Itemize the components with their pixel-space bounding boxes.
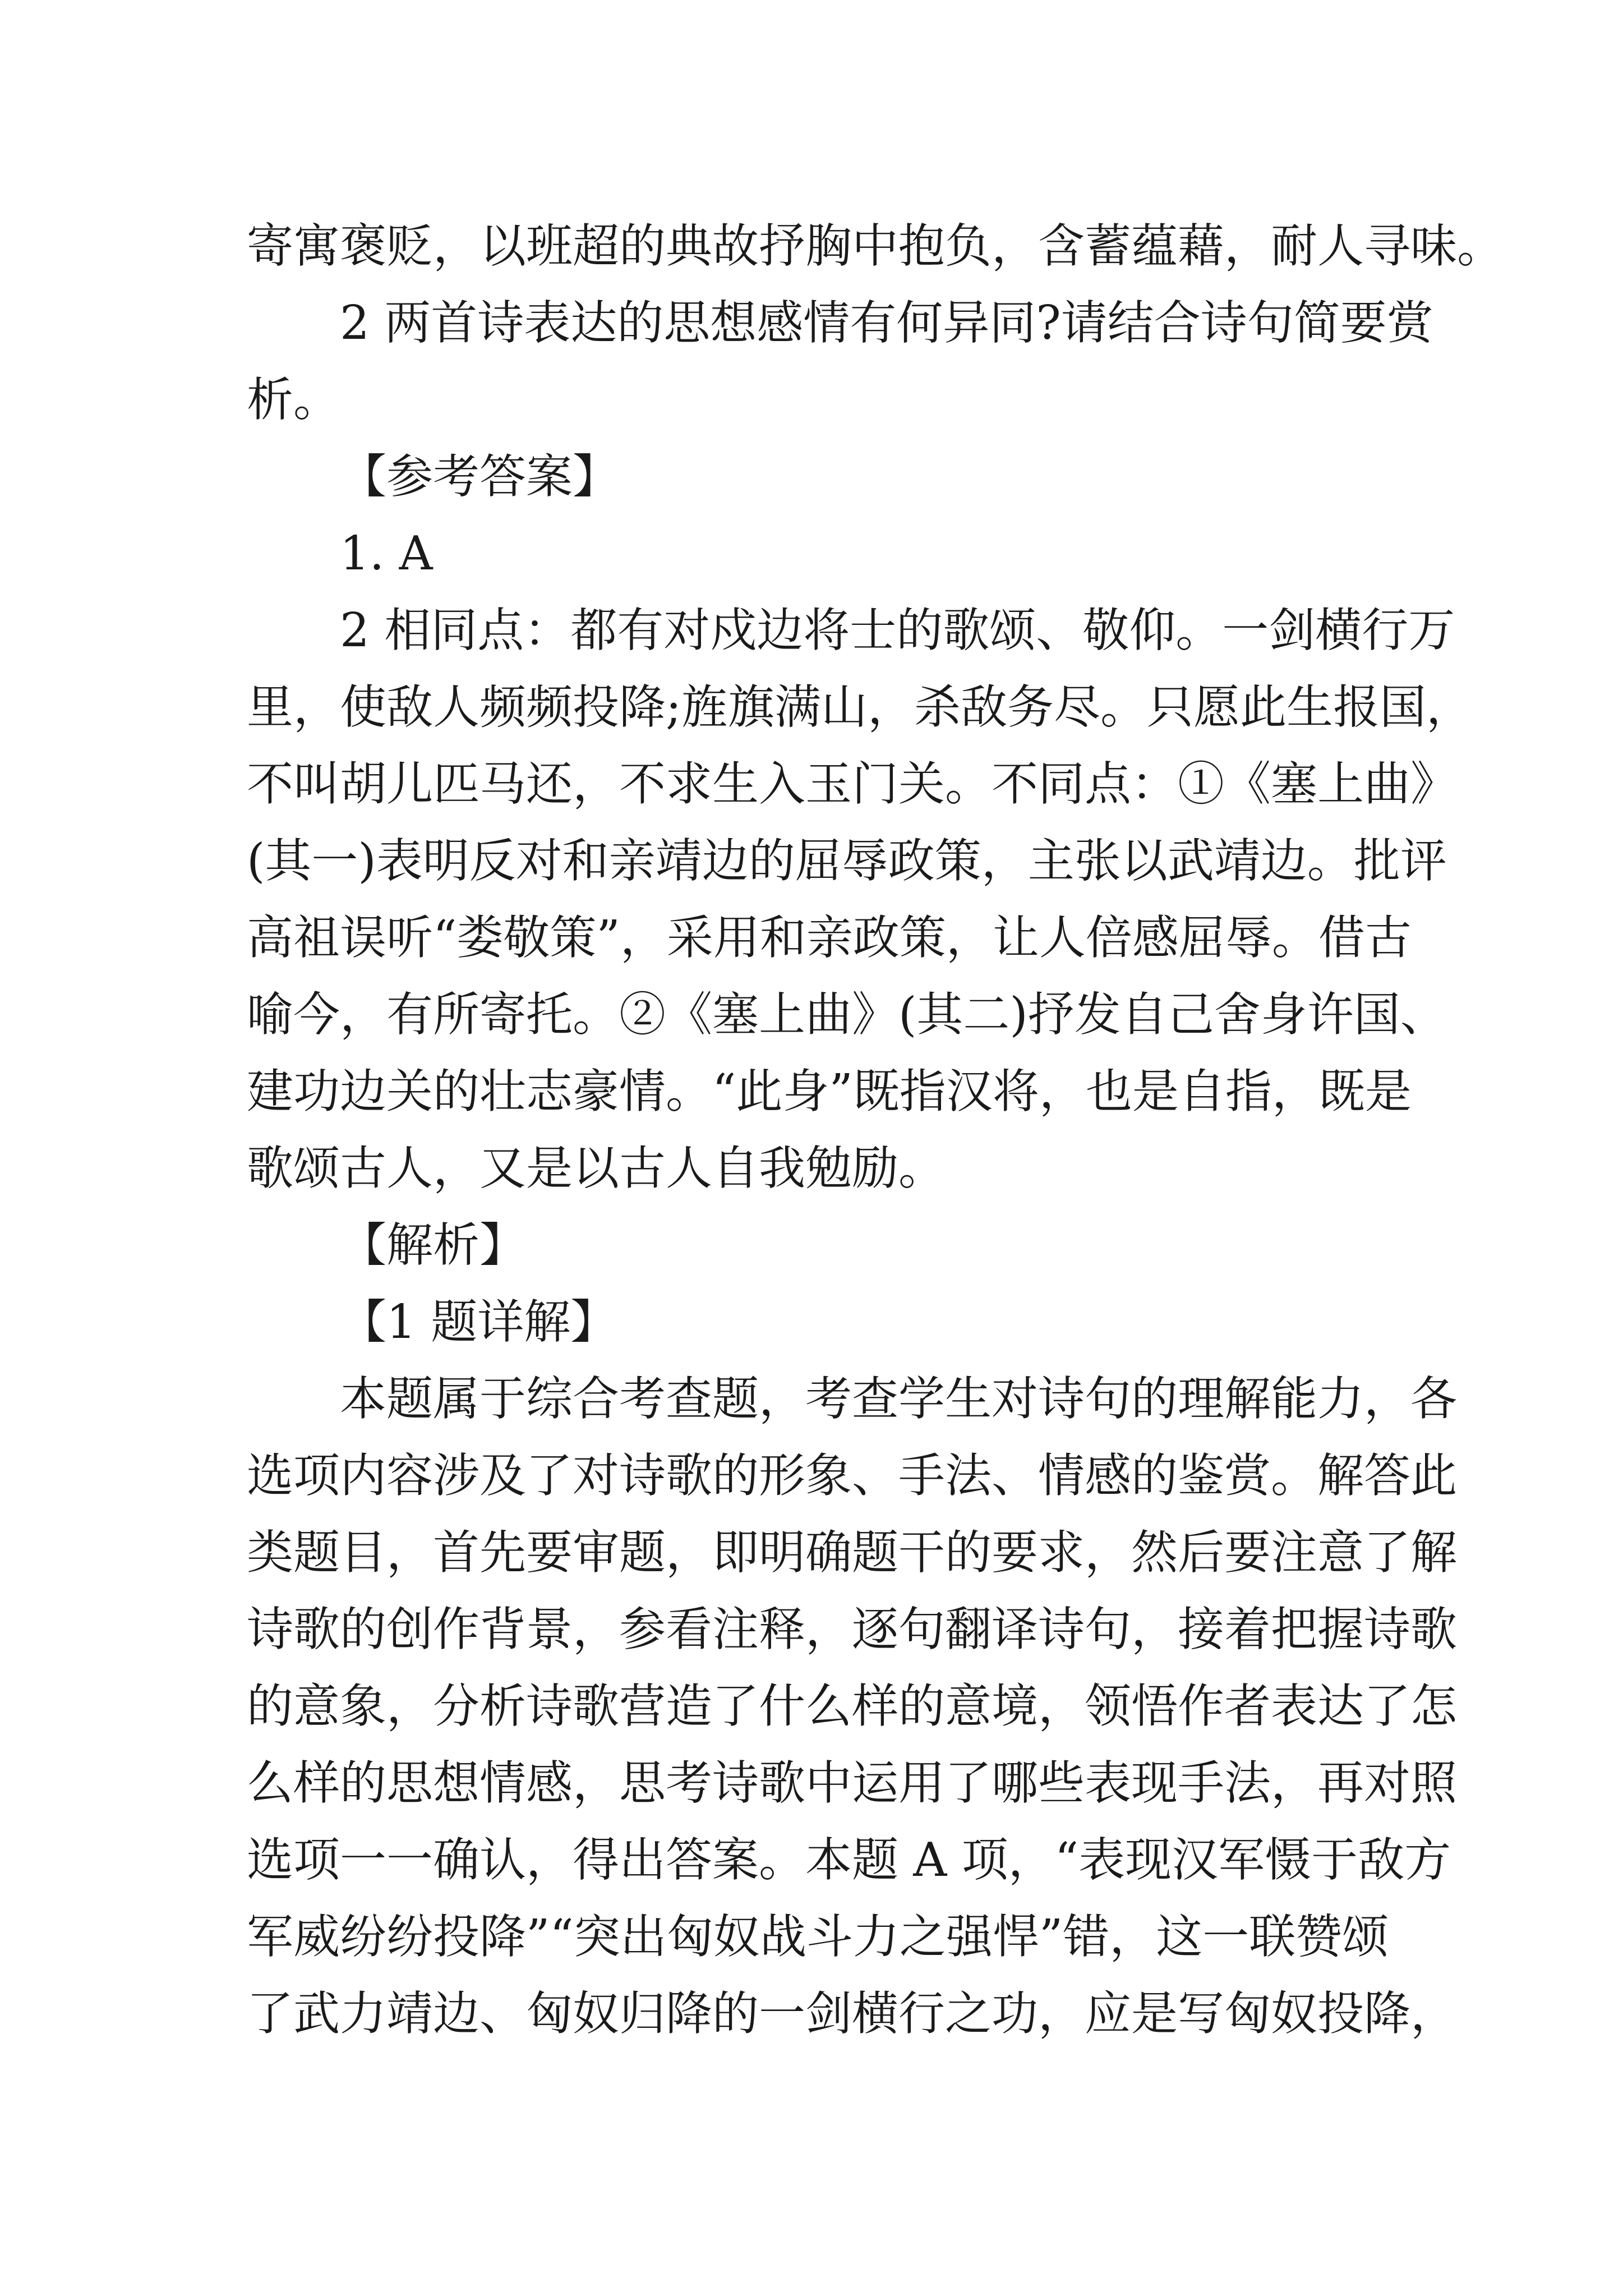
text-line: 【参考答案】 bbox=[340, 449, 619, 504]
text-line: 的意象，分析诗歌营造了什么样的意境，领悟作者表达了怎 bbox=[247, 1679, 1457, 1733]
text-line: 1. A bbox=[340, 526, 433, 581]
text-line: 本题属于综合考查题，考查学生对诗句的理解能力，各 bbox=[340, 1372, 1457, 1426]
text-line: 歌颂古人，又是以古人自我勉励。 bbox=[247, 1141, 945, 1195]
text-line: 建功边关的壮志豪情。“此身”既指汉将，也是自指，既是 bbox=[247, 1064, 1412, 1119]
text-line: 诗歌的创作背景，参看注释，逐句翻译诗句，接着把握诗歌 bbox=[247, 1602, 1457, 1657]
text-line: 了武力靖边、匈奴归降的一剑横行之功，应是写匈奴投降， bbox=[247, 1986, 1457, 2041]
text-line: 么样的思想情感，思考诗歌中运用了哪些表现手法，再对照 bbox=[247, 1756, 1457, 1810]
text-line: 选项一一确认，得出答案。本题 A 项，“表现汉军慑于敌方 bbox=[247, 1833, 1451, 1887]
text-line: 2 两首诗表达的思想感情有何异同?请结合诗句简要赏 bbox=[340, 296, 1433, 350]
text-line: 不叫胡儿匹马还，不求生入玉门关。不同点：①《塞上曲》 bbox=[247, 757, 1457, 811]
text-line: 高祖误听“娄敬策”，采用和亲政策，让人倍感屈辱。借古 bbox=[247, 910, 1412, 965]
text-line: 寄寓褒贬，以班超的典故抒胸中抱负，含蓄蕴藉，耐人寻味。 bbox=[247, 219, 1504, 273]
text-line: 【1 题详解】 bbox=[340, 1295, 617, 1349]
text-line: 喻今，有所寄托。②《塞上曲》(其二)抒发自己舍身许国、 bbox=[247, 987, 1447, 1042]
text-line: 2 相同点：都有对戍边将士的歌颂、敬仰。一剑横行万 bbox=[340, 603, 1455, 657]
text-line: 里，使敌人频频投降;旌旗满山，杀敌务尽。只愿此生报国， bbox=[247, 680, 1473, 734]
text-line: 析。 bbox=[247, 372, 340, 427]
text-line: 军威纷纷投降”“突出匈奴战斗力之强悍”错，这一联赞颂 bbox=[247, 1910, 1389, 1964]
text-line: 【解析】 bbox=[340, 1218, 526, 1272]
document-page bbox=[247, 208, 1504, 2052]
text-line: (其一)表明反对和亲靖边的屈辱政策，主张以武靖边。批评 bbox=[247, 834, 1447, 888]
text-line: 类题目，首先要审题，即明确题干的要求，然后要注意了解 bbox=[247, 1525, 1457, 1580]
text-line: 选项内容涉及了对诗歌的形象、手法、情感的鉴赏。解答此 bbox=[247, 1448, 1457, 1503]
